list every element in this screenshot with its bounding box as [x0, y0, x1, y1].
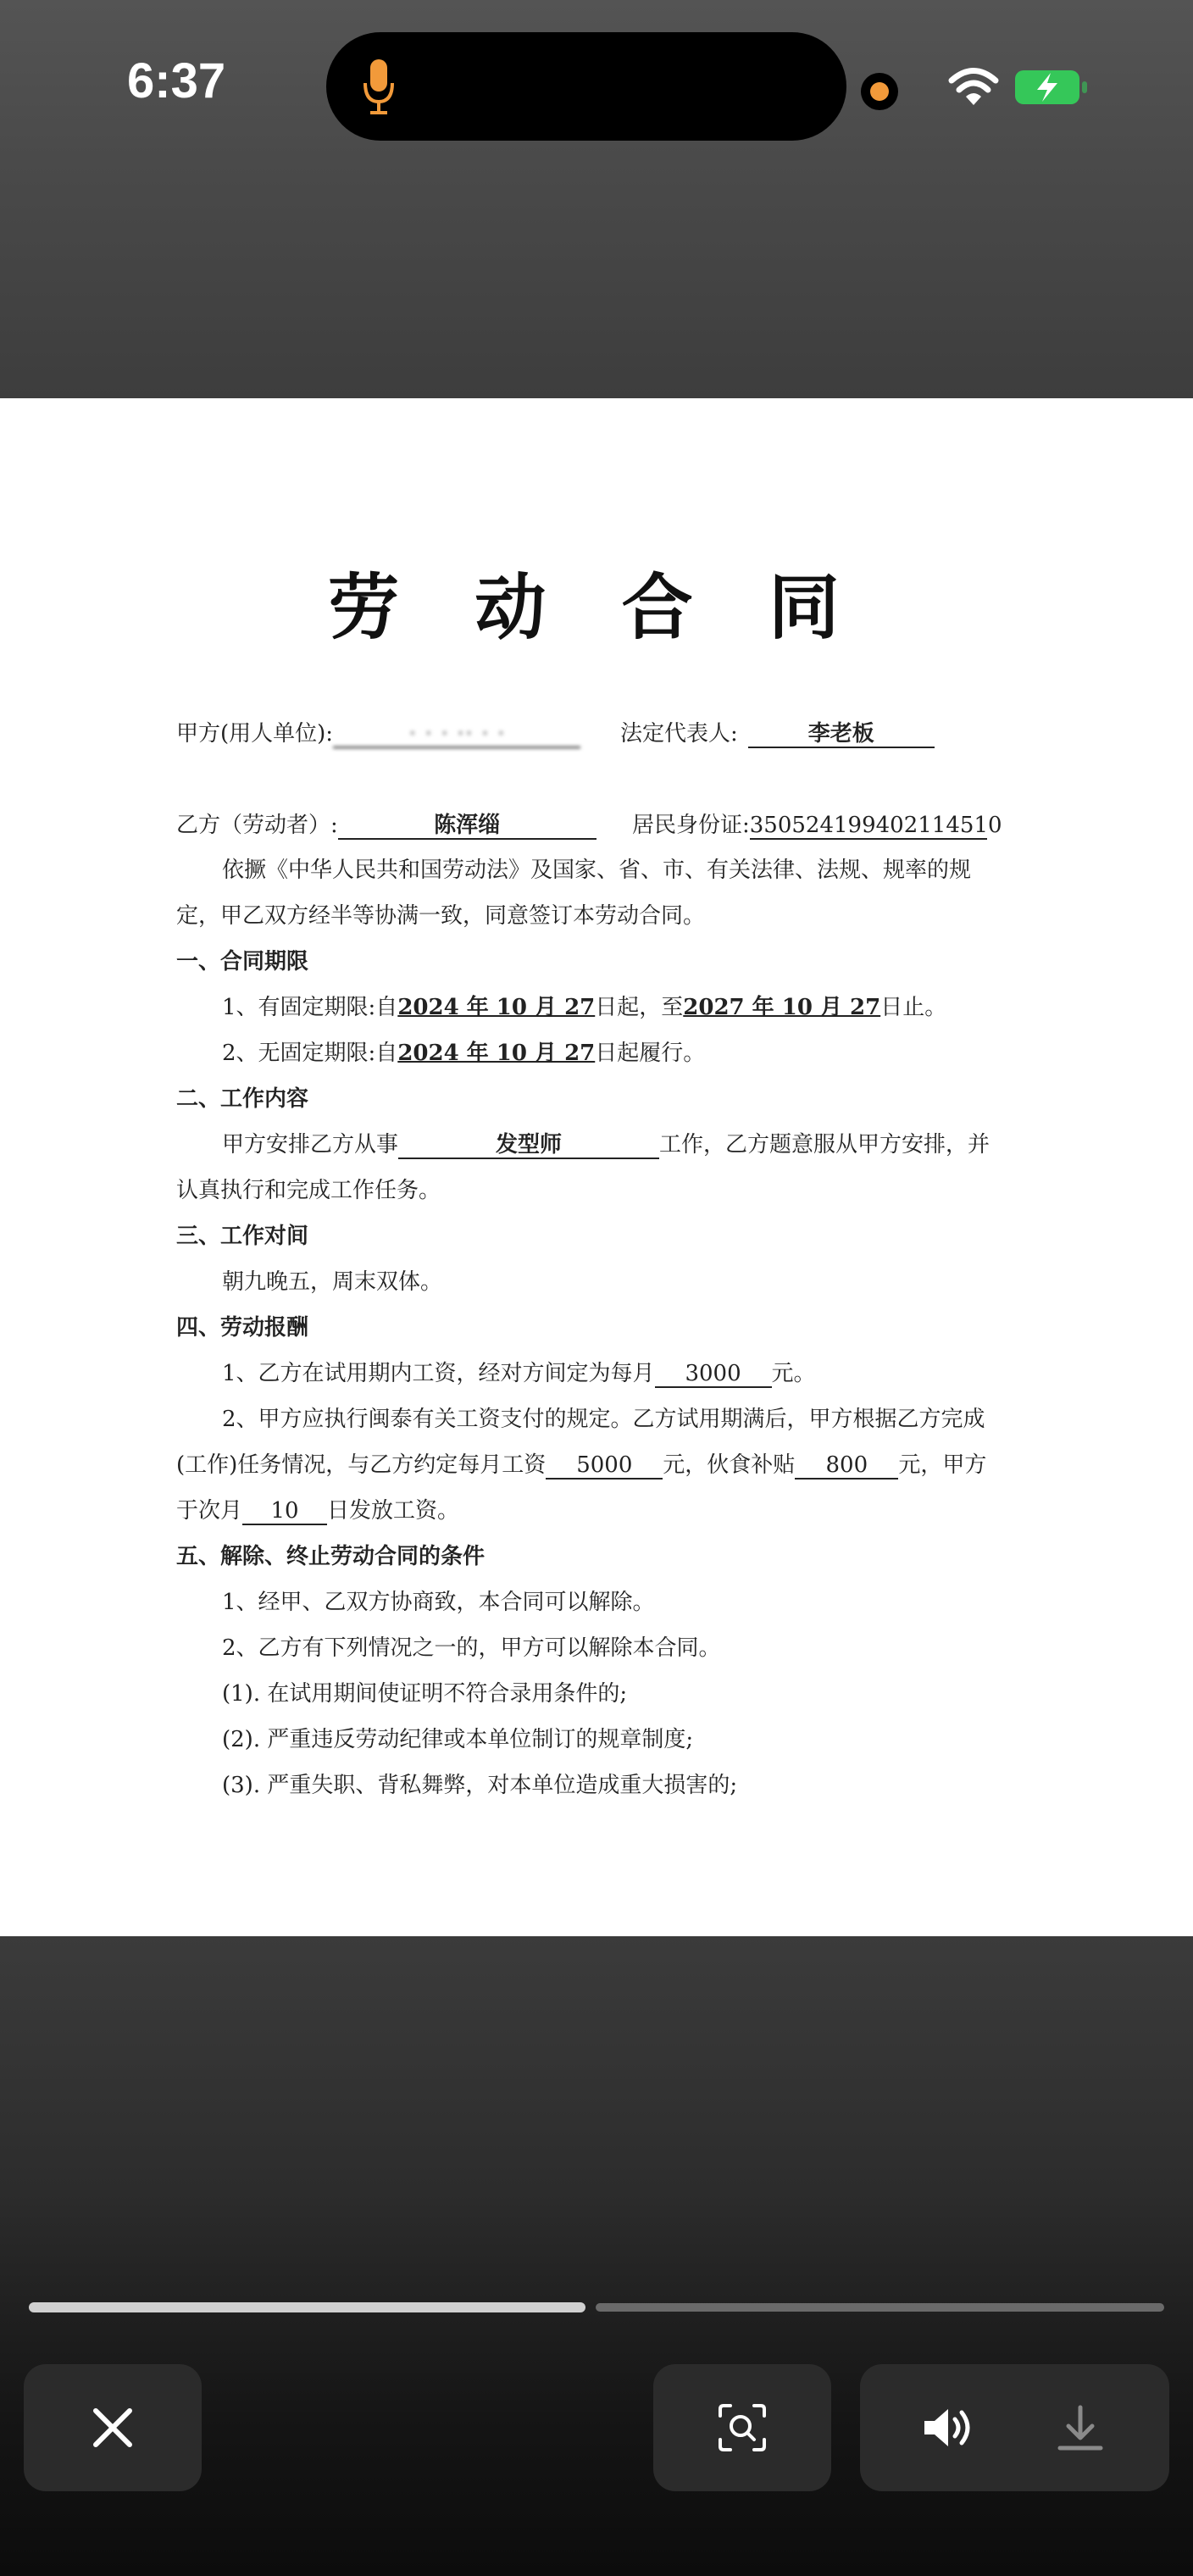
text-fragment: 日起，至 [595, 995, 684, 1020]
camera-indicator-icon [861, 73, 898, 110]
text-fragment: 工作，乙方题意服从甲方安排，并 [659, 1132, 990, 1158]
intro-line-1: 依撅《中华人民共和国劳动法》及国家、省、市、有关法律、法规、规率的规 [222, 858, 972, 883]
contract-document-image [0, 398, 1193, 1936]
text-fragment: 日起履行。 [595, 1041, 706, 1066]
id-line [632, 808, 1002, 840]
document-title: 劳 动 合 同 [328, 566, 865, 649]
dynamic-island [326, 32, 846, 141]
party-b-value: 陈浑缁 [338, 813, 596, 840]
text-fragment: 日发放工资。 [327, 1498, 460, 1524]
id-label: 居民身份证: [632, 813, 750, 838]
section-5-sub-1: (1). 在试用期间使证明不符合录用条件的; [222, 1681, 628, 1707]
live-text-button[interactable] [653, 2364, 831, 2491]
payday-value: 10 [242, 1498, 327, 1525]
party-a-label: 甲方(用人单位): [176, 721, 334, 747]
microphone-icon [362, 58, 396, 117]
section-1-heading: 一、合同期限 [176, 949, 309, 974]
legal-rep-label: 法定代表人: [620, 721, 738, 747]
close-button[interactable] [24, 2364, 202, 2491]
text-fragment: 元。 [771, 1361, 816, 1386]
battery-charging-icon [1013, 68, 1090, 107]
section-2-heading: 二、工作内容 [176, 1086, 309, 1112]
text-fragment: (工作)任务情况，与乙方约定每月工资 [176, 1452, 547, 1478]
intro-line-2: 定，甲乙双方经半等协满一致，同意签订本劳动合同。 [176, 903, 706, 929]
text-fragment: 甲方安排乙方从事 [222, 1132, 399, 1158]
section-3-text: 朝九晚五，周末双体。 [222, 1269, 443, 1295]
section-2-text-1 [222, 1127, 990, 1159]
status-bar [0, 0, 1193, 169]
start-date: 2024 年 10 月 27 [397, 995, 596, 1020]
end-date: 2027 年 10 月 27 [683, 995, 881, 1020]
text-fragment: 2、无固定期限:自 [222, 1041, 398, 1066]
text-fragment: 元，伙食补贴 [663, 1452, 796, 1478]
video-scrubber-track[interactable] [596, 2303, 1164, 2312]
legal-rep-value: 李老板 [748, 721, 935, 748]
status-time: 6:37 [127, 53, 226, 108]
section-1-item-1 [222, 990, 946, 1021]
text-fragment: 日止。 [880, 995, 947, 1020]
section-5-item-2: 2、乙方有下列情况之一的，甲方可以解除本合同。 [222, 1635, 721, 1661]
section-5-sub-2: (2). 严重违反劳动纪律或本单位制订的规章制度; [222, 1727, 694, 1752]
meal-allowance-value: 800 [795, 1452, 898, 1480]
section-2-text-2: 认真执行和完成工作任务。 [176, 1178, 441, 1203]
monthly-salary-value: 5000 [546, 1452, 663, 1480]
text-fragment: 1、有固定期限:自 [222, 995, 398, 1020]
job-title-value: 发型师 [398, 1132, 659, 1159]
speaker-icon[interactable] [919, 2402, 979, 2453]
section-4-item-2-line-2 [176, 1447, 986, 1480]
section-4-item-1 [222, 1356, 816, 1388]
legal-rep-line [620, 716, 935, 748]
section-4-heading: 四、劳动报酬 [176, 1315, 309, 1341]
party-a-value: · · · ·· · · [333, 721, 580, 748]
wifi-icon [947, 66, 1000, 108]
download-icon[interactable] [1055, 2402, 1106, 2453]
section-5-item-1: 1、经甲、乙双方协商致，本合同可以解除。 [222, 1590, 655, 1615]
video-scrubber-progress[interactable] [29, 2302, 585, 2312]
section-1-item-2 [222, 1035, 705, 1067]
section-5-heading: 五、解除、终止劳动合同的条件 [176, 1544, 486, 1569]
section-4-item-2-line-1: 2、甲方应执行闽泰有关工资支付的规定。乙方试用期满后，甲方根据乙方完成 [222, 1407, 985, 1432]
text-fragment: 于次月 [176, 1498, 243, 1524]
id-value: 350524199402114510 [749, 813, 1002, 838]
open-start-date: 2024 年 10 月 27 [397, 1041, 596, 1066]
close-icon [87, 2402, 138, 2453]
section-3-heading: 三、工作对间 [176, 1224, 309, 1249]
party-a-line [176, 716, 580, 748]
probation-salary-value: 3000 [655, 1361, 772, 1388]
text-fragment: 元，甲方 [898, 1452, 987, 1478]
media-controls-group [860, 2364, 1169, 2491]
section-4-item-2-line-3 [176, 1493, 459, 1525]
live-text-icon [717, 2402, 768, 2453]
party-b-line [176, 808, 596, 840]
text-fragment: 1、乙方在试用期内工资，经对方间定为每月 [222, 1361, 655, 1386]
section-5-sub-3: (3). 严重失职、背私舞弊，对本单位造成重大损害的; [222, 1773, 738, 1798]
party-b-label: 乙方（劳动者）: [176, 813, 338, 838]
